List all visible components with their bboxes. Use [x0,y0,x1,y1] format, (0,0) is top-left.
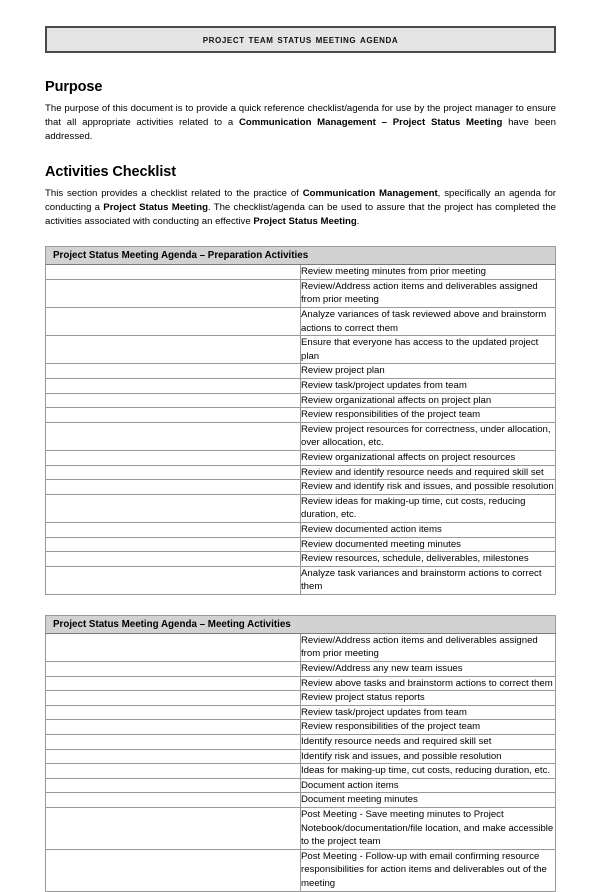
checklist-row [46,393,556,408]
checklist-item-label: Review responsibilities of the project team [301,720,556,735]
activities-text-1: This section provides a checklist related to the practice of [45,187,303,199]
checklist-row [46,720,556,735]
checklist-row [46,662,556,677]
preparation-table-body [46,265,556,595]
checkbox-cell[interactable] [46,279,301,307]
purpose-section [45,79,556,145]
document-title: project team status meeting agenda [202,33,399,46]
checklist-item-label: Document action items [301,778,556,793]
purpose-bold-1: Communication Management – Project Status Meeting [238,117,503,129]
preparation-activities-table [45,246,556,595]
checklist-row [46,494,556,522]
table-header-row [46,615,556,633]
document-title-banner [45,26,556,53]
checklist-row [46,735,556,750]
checkbox-cell[interactable] [46,849,301,891]
checklist-row [46,676,556,691]
purpose-heading: Purpose [45,79,103,95]
checklist-row [46,308,556,336]
checklist-item-label: Review ideas for making-up time, cut costs, reducing duration, etc. [301,494,556,522]
checklist-item-label: Identify risk and issues, and possible resolution [301,749,556,764]
checklist-row [46,808,556,850]
activities-heading: Activities Checklist [45,163,176,180]
purpose-text-1: The purpose of this document is to provide a quick reference checklist/agenda for use by the project manager to ensure that all appropriate activities related to a [45,103,556,129]
checkbox-cell[interactable] [46,749,301,764]
checkbox-cell[interactable] [46,552,301,567]
checklist-row [46,705,556,720]
checklist-item-label: Post Meeting - Follow-up with email confirming resource responsibilities for action items and deliverables out of the meeting [301,849,556,891]
activities-bold-3: Project Status Meeting [253,216,357,228]
checkbox-cell[interactable] [46,764,301,779]
checkbox-cell[interactable] [46,793,301,808]
checklist-item-label: Analyze variances of task reviewed above and brainstorm actions to correct them [301,308,556,336]
checklist-item-label: Review task/project updates from team [301,705,556,720]
checkbox-cell[interactable] [46,450,301,465]
checkbox-cell[interactable] [46,735,301,750]
checklist-row [46,465,556,480]
purpose-paragraph [45,102,556,145]
checklist-item-label: Post Meeting - Save meeting minutes to Project Notebook/documentation/file location, and make accessible to the project team [301,808,556,850]
checkbox-cell[interactable] [46,691,301,706]
checklist-item-label: Review organizational affects on project plan [301,393,556,408]
checklist-row [46,764,556,779]
checklist-item-label: Review responsibilities of the project team [301,408,556,423]
checkbox-cell[interactable] [46,522,301,537]
activities-text-4: . [356,216,360,228]
checklist-item-label: Review project resources for correctness, under allocation, over allocation, etc. [301,422,556,450]
checklist-item-label: Review and identify risk and issues, and possible resolution [301,480,556,495]
checklist-row [46,537,556,552]
checklist-item-label: Review organizational affects on project resources [301,450,556,465]
checkbox-cell[interactable] [46,566,301,594]
table-header-row [46,247,556,265]
checklist-row [46,336,556,364]
checkbox-cell[interactable] [46,720,301,735]
checklist-item-label: Review documented action items [301,522,556,537]
activities-text-2: , specifically an agenda for conducting a [45,187,557,213]
checkbox-cell[interactable] [46,537,301,552]
checkbox-cell[interactable] [46,336,301,364]
checkbox-cell[interactable] [46,676,301,691]
checkbox-cell[interactable] [46,265,301,280]
table-spacer [45,595,556,615]
checklist-item-label: Review and identify resource needs and required skill set [301,465,556,480]
checklist-row [46,633,556,661]
checkbox-cell[interactable] [46,705,301,720]
checkbox-cell[interactable] [46,393,301,408]
checklist-row [46,364,556,379]
activities-bold-1: Communication Management [302,187,438,199]
checklist-row [46,566,556,594]
checkbox-cell[interactable] [46,422,301,450]
activities-section [45,164,556,230]
checklist-item-label: Review project plan [301,364,556,379]
checklist-row [46,849,556,891]
checklist-row [46,480,556,495]
checklist-item-label: Ensure that everyone has access to the updated project plan [301,336,556,364]
checklist-item-label: Review resources, schedule, deliverables, milestones [301,552,556,567]
checklist-item-label: Document meeting minutes [301,793,556,808]
activities-bold-2: Project Status Meeting [103,201,208,213]
checklist-row [46,422,556,450]
checklist-item-label: Review/Address action items and deliverables assigned from prior meeting [301,633,556,661]
meeting-table-header: Project Status Meeting Agenda – Meeting Activities [46,615,556,633]
checklist-row [46,522,556,537]
checklist-row [46,279,556,307]
meeting-table-body [46,633,556,891]
checklist-row [46,378,556,393]
checklist-item-label: Review task/project updates from team [301,378,556,393]
checkbox-cell[interactable] [46,364,301,379]
checklist-item-label: Review/Address any new team issues [301,662,556,677]
checkbox-cell[interactable] [46,808,301,850]
table-head [46,615,556,633]
checklist-row [46,778,556,793]
checkbox-cell[interactable] [46,480,301,495]
checklist-item-label: Review meeting minutes from prior meeting [301,265,556,280]
checkbox-cell[interactable] [46,494,301,522]
checklist-item-label: Analyze task variances and brainstorm actions to correct them [301,566,556,594]
activities-text-3: . The checklist/agenda can be used to assure that the project has completed the activities associated with conducting an effective [45,201,556,228]
checkbox-cell[interactable] [46,633,301,661]
checklist-row [46,265,556,280]
activities-paragraph [45,187,556,230]
checklist-row [46,450,556,465]
checklist-row [46,749,556,764]
checkbox-cell[interactable] [46,778,301,793]
checklist-row [46,793,556,808]
checklist-row [46,552,556,567]
purpose-text-2: have been addressed. [45,117,556,143]
checkbox-cell[interactable] [46,465,301,480]
checkbox-cell[interactable] [46,378,301,393]
table-head [46,247,556,265]
checkbox-cell[interactable] [46,662,301,677]
checklist-item-label: Review project status reports [301,691,556,706]
preparation-table-header: Project Status Meeting Agenda – Preparation Activities [46,247,556,265]
checklist-item-label: Ideas for making-up time, cut costs, reducing duration, etc. [301,764,556,779]
checklist-row [46,691,556,706]
checklist-item-label: Review documented meeting minutes [301,537,556,552]
checkbox-cell[interactable] [46,408,301,423]
meeting-activities-table [45,615,556,892]
checkbox-cell[interactable] [46,308,301,336]
checklist-row [46,408,556,423]
checklist-item-label: Review/Address action items and deliverables assigned from prior meeting [301,279,556,307]
checklist-item-label: Review above tasks and brainstorm actions to correct them [301,676,556,691]
checklist-item-label: Identify resource needs and required skill set [301,735,556,750]
